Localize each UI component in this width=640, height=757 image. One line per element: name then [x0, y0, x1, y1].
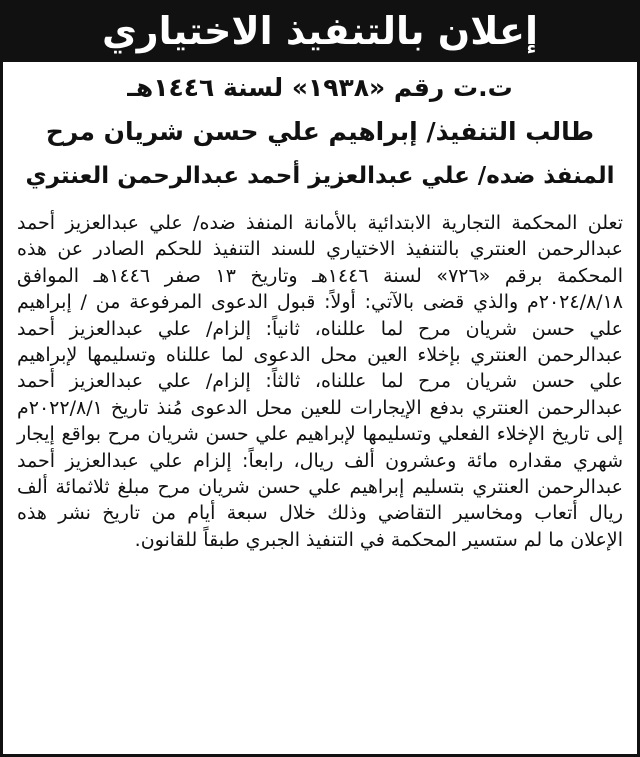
notice-body: تعلن المحكمة التجارية الابتدائية بالأمانة المنفذ ضده/ علي عبدالعزيز أحمد عبدالرحمن العنتري بالتنفيذ الاختياري للسند التنفيذ للحكم الصادر عن هذه المحكمة برقم «٧٢٦» لسنة ١٤٤٦هـ وتاريخ ١٣ صفر ١٤٤٦هـ الموافق ٢٠٢٤/٨/١٨م والذي قضى بالآتي: أولاً: قبول الدعوى المرفوعة من / إبراهيم علي حسن شريان مرح لما عللناه، ثانياً: إلزام/ علي عبدالعزيز أحمد عبدالرحمن العنتري بإخلاء العين محل الدعوى لما عللناه وتسليمها لإبراهيم علي حسن شريان مرح لما عللناه، ثالثاً: إلزام/ علي عبدالعزيز أحمد عبدالرحمن العنتري بدفع الإيجارات للعين محل الدعوى مُنذ تاريخ ٢٠٢٢/٨/١م إلى تاريخ الإخلاء الفعلي وتسليمها لإبراهيم علي حسن شريان مرح بواقع إيجار شهري مقداره مائة وعشرون ألف ريال، رابعاً: إلزام علي عبدالعزيز أحمد عبدالرحمن العنتري بتسليم إبراهيم علي حسن شريان مرح مبلغ ثلاثمائة ألف ريال أتعاب ومخاسير التقاضي وذلك خلال سبعة أيام من تاريخ نشر هذه الإعلان ما لم ستسير المحكمة في التنفيذ الجبري طبقاً للقانون. [17, 212, 623, 551]
applicant-line: طالب التنفيذ/ إبراهيم علي حسن شريان مرح [45, 117, 595, 146]
notice-title: إعلان بالتنفيذ الاختياري [101, 9, 539, 53]
title-banner [3, 0, 637, 62]
case-number: ت.ت رقم «١٩٣٨» لسنة ١٤٤٦هـ [127, 73, 513, 102]
respondent-line: المنفذ ضده/ علي عبدالعزيز أحمد عبدالرحمن العنتري [25, 163, 615, 189]
notice-headings [13, 66, 627, 198]
